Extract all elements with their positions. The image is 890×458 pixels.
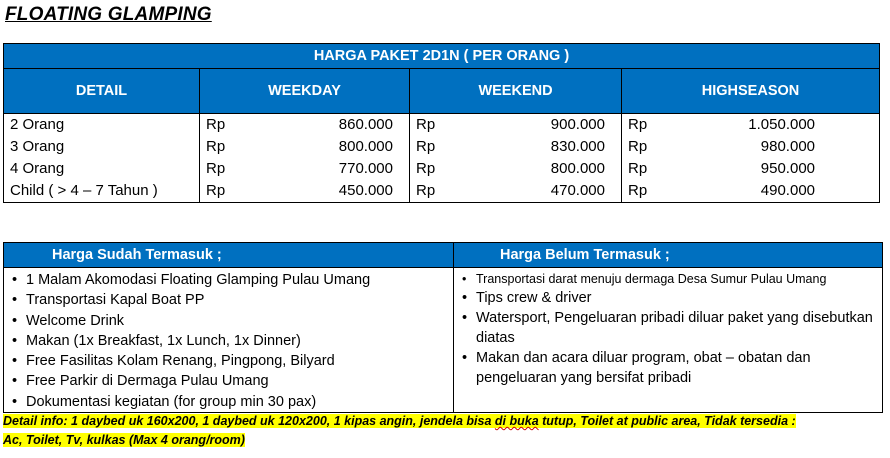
inclusions-table <box>3 242 883 413</box>
currency-label: Rp <box>628 160 648 177</box>
currency-label: Rp <box>628 116 648 133</box>
weekday-price: 450.000 <box>338 182 393 199</box>
price-table-caption: HARGA PAKET 2D1N ( PER ORANG ) <box>4 44 880 69</box>
row-label: Child ( > 4 – 7 Tahun ) <box>4 180 200 203</box>
row-label: 4 Orang <box>4 158 200 180</box>
detail-info-text-end: tutup, Toilet at public area, Tidak tersedia : <box>538 414 796 428</box>
detail-info-line2: Ac, Toilet, Tv, kulkas (Max 4 orang/room) <box>3 433 245 447</box>
currency-label: Rp <box>206 182 226 199</box>
page-title: FLOATING GLAMPING <box>5 4 212 25</box>
list-item: • Makan (1x Breakfast, 1x Lunch, 1x Dinner) <box>12 331 453 351</box>
row-label: 2 Orang <box>4 114 200 137</box>
highseason-price: 980.000 <box>760 138 816 155</box>
price-table <box>3 43 880 203</box>
list-item: • Watersport, Pengeluaran pribadi diluar paket yang disebutkan diatas <box>462 308 882 348</box>
list-item: • Free Parkir di Dermaga Pulau Umang <box>12 371 453 391</box>
highseason-price: 950.000 <box>760 160 816 177</box>
row-label: 3 Orang <box>4 136 200 158</box>
currency-label: Rp <box>416 160 436 177</box>
excludes-title: Harga Belum Termasuk ; <box>454 243 883 268</box>
table-row <box>4 136 880 158</box>
column-header-weekend: WEEKEND <box>410 69 622 114</box>
currency-label: Rp <box>628 138 648 155</box>
table-row <box>4 158 880 180</box>
currency-label: Rp <box>416 138 436 155</box>
list-item: • Makan dan acara diluar program, obat – obatan dan pengeluaran yang bersifat pribadi <box>462 348 882 388</box>
currency-label: Rp <box>628 182 648 199</box>
list-item: • Dokumentasi kegiatan (for group min 30 pax) <box>12 392 453 412</box>
currency-label: Rp <box>206 116 226 133</box>
weekend-price: 800.000 <box>550 160 605 177</box>
list-item: • Tips crew & driver <box>462 288 882 308</box>
highseason-price: 1.050.000 <box>748 116 816 133</box>
currency-label: Rp <box>206 138 226 155</box>
column-header-detail: DETAIL <box>4 69 200 114</box>
weekend-price: 900.000 <box>550 116 605 133</box>
weekend-price: 470.000 <box>550 182 605 199</box>
column-header-highseason: HIGHSEASON <box>622 69 880 114</box>
table-row <box>4 180 880 203</box>
currency-label: Rp <box>416 182 436 199</box>
detail-info-underlined: di buka <box>494 414 539 428</box>
column-header-weekday: WEEKDAY <box>200 69 410 114</box>
currency-label: Rp <box>206 160 226 177</box>
detail-info <box>3 412 843 450</box>
weekday-price: 770.000 <box>338 160 393 177</box>
weekday-price: 800.000 <box>338 138 393 155</box>
currency-label: Rp <box>416 116 436 133</box>
list-item: • Welcome Drink <box>12 311 453 331</box>
includes-title: Harga Sudah Termasuk ; <box>4 243 454 268</box>
weekday-price: 860.000 <box>338 116 393 133</box>
list-item: • Transportasi Kapal Boat PP <box>12 290 453 310</box>
list-item: • Transportasi darat menuju dermaga Desa Sumur Pulau Umang <box>462 270 882 288</box>
weekend-price: 830.000 <box>550 138 605 155</box>
list-item: • 1 Malam Akomodasi Floating Glamping Pulau Umang <box>12 270 453 290</box>
highseason-price: 490.000 <box>760 182 816 199</box>
excludes-list <box>454 268 882 388</box>
includes-list <box>4 268 453 412</box>
list-item: • Free Fasilitas Kolam Renang, Pingpong, Bilyard <box>12 351 453 371</box>
detail-info-text: Detail info: 1 daybed uk 160x200, 1 daybed uk 120x200, 1 kipas angin, jendela bisa <box>3 414 495 428</box>
table-row <box>4 114 880 137</box>
